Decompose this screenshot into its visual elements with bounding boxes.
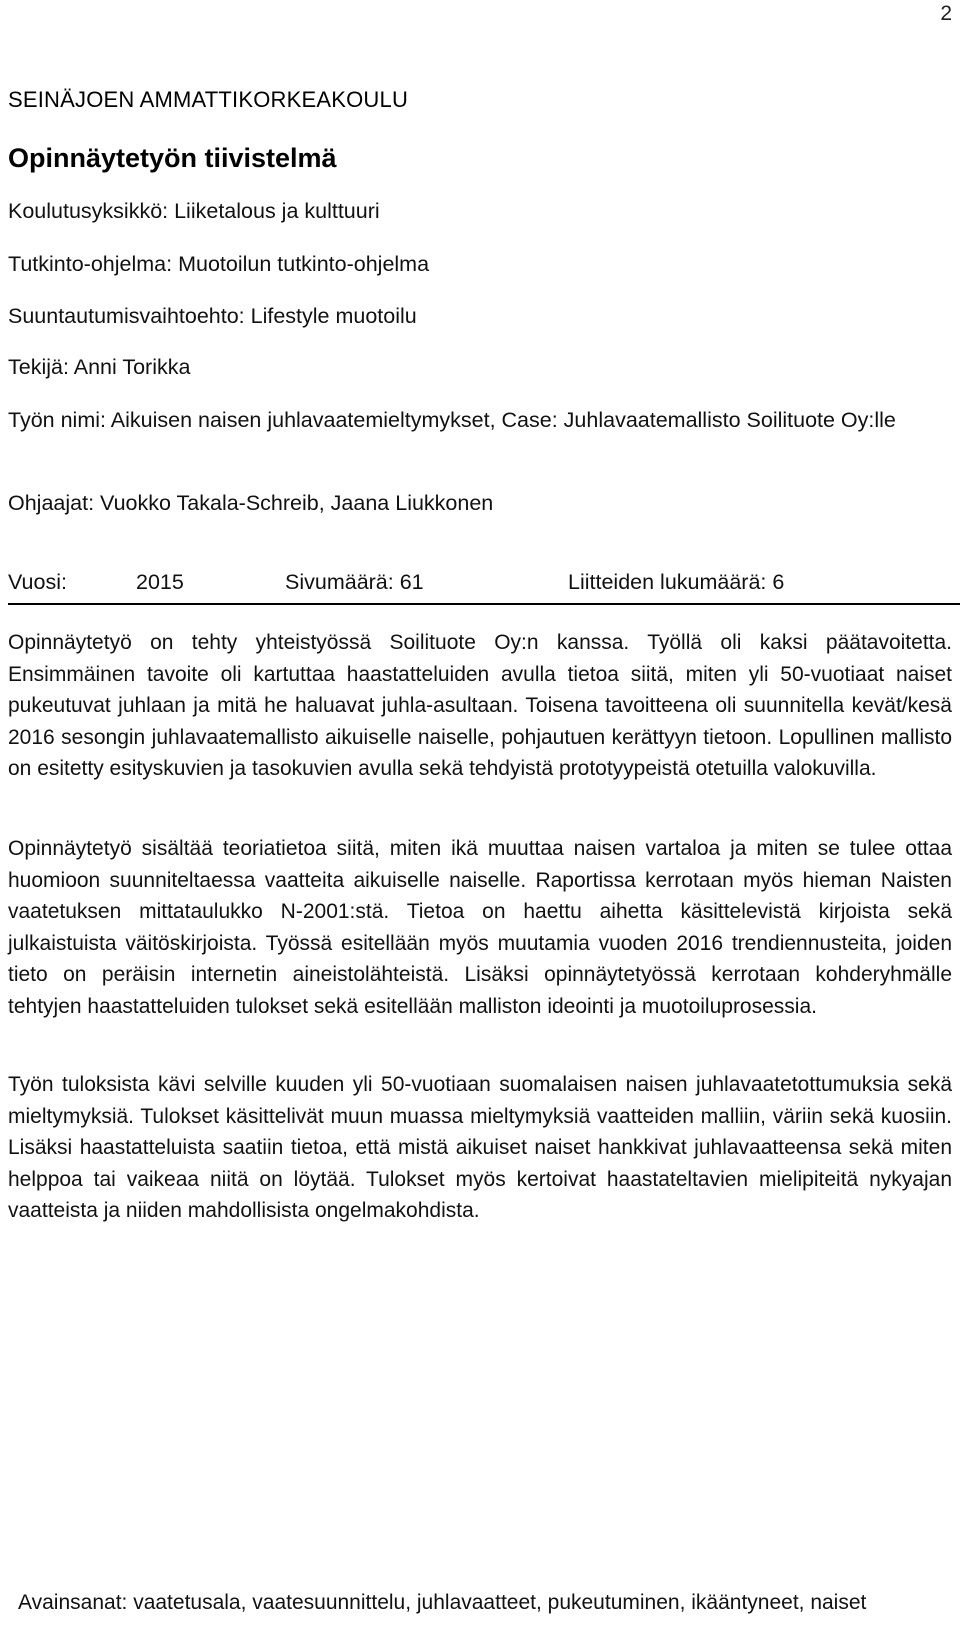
meta-tyon-nimi: Työn nimi: Aikuisen naisen juhlavaatemieltymykset, Case: Juhlavaatemallisto Soilituote Oy:lle	[8, 408, 896, 432]
stats-divider	[8, 603, 960, 605]
meta-koulutusyksikko: Koulutusyksikkö: Liiketalous ja kulttuuri	[8, 199, 380, 223]
institution-name: SEINÄJOEN AMMATTIKORKEAKOULU	[8, 87, 409, 112]
page-title: Opinnäytetyön tiivistelmä	[8, 143, 337, 173]
abstract-paragraph-3: Työn tuloksista kävi selville kuuden yli 50-vuotiaan suomalaisen naisen juhlavaatetottumuksia sekä mieltymyksiä. Tulokset käsittelivät muun muassa mieltymyksiä vaatteiden malliin, väriin sekä kuosiin. Lisäksi haastatteluista saatiin tietoa, että mistä aikuiset naiset hankkivat juhlavaatteensa sekä miten helppoa tai vaikeaa niitä on löytää. Tulokset myös kertoivat haastateltavien mielipiteitä nykyajan vaatteista ja niiden mahdollisista ongelmakohdista.	[8, 1073, 952, 1222]
stats-vuosi-label: Vuosi:	[8, 570, 67, 594]
meta-suuntautumisvaihtoehto: Suuntautumisvaihtoehto: Lifestyle muotoilu	[8, 304, 417, 328]
meta-ohjaajat: Ohjaajat: Vuokko Takala-Schreib, Jaana Liukkonen	[8, 491, 494, 515]
abstract-paragraph-2: Opinnäytetyö sisältää teoriatietoa siitä, miten ikä muuttaa naisen vartaloa ja miten se tulee ottaa huomioon suunniteltaessa vaatteita aikuiselle naiselle. Raportissa kerrotaan myös hieman Naisten vaatetuksen mittataulukko N-2001:stä. Tietoa on haettu aihetta käsittelevistä kirjoista sekä julkaistuista väitöskirjoista. Työssä esitellään myös muutamia vuoden 2016 trendiennusteita, joiden tieto on peräisin internetin aineistolähteistä. Lisäksi opinnäytetyössä kerrotaan kohderyhmälle tehtyjen haastatteluiden tulokset sekä esitellään malliston ideointi ja muotoiluprosessia.	[8, 837, 952, 1018]
meta-tekija: Tekijä: Anni Torikka	[8, 355, 191, 379]
stats-sivumaara: Sivumäärä: 61	[285, 570, 424, 594]
stats-liitteiden-lukumaara: Liitteiden lukumäärä: 6	[568, 570, 785, 594]
meta-tutkinto-ohjelma: Tutkinto-ohjelma: Muotoilun tutkinto-ohjelma	[8, 252, 430, 276]
stats-vuosi-value: 2015	[136, 570, 184, 594]
page-number: 2	[940, 2, 952, 25]
abstract-paragraph-1: Opinnäytetyö on tehty yhteistyössä Soilituote Oy:n kanssa. Työllä oli kaksi päätavoitetta. Ensimmäinen tavoite oli kartuttaa haastatteluiden avulla tietoa siitä, miten yli 50-vuotiaat naiset pukeutuvat juhlaan ja mitä he haluavat juhla-asultaan. Toisena tavoitteena oli suunnitella kevät/kesä 2016 sesongin juhlavaatemallisto aikuiselle naiselle, pohjautuen kerättyyn tietoon. Lopullinen mallisto on esitetty esityskuvien ja tasokuvien avulla sekä tehdyistä prototyypeistä otetuilla valokuvilla.	[8, 631, 952, 780]
keywords: Avainsanat: vaatetusala, vaatesuunnittelu, juhlavaatteet, pukeutuminen, ikääntyneet, naiset	[18, 1591, 867, 1614]
stats-row	[0, 570, 960, 602]
